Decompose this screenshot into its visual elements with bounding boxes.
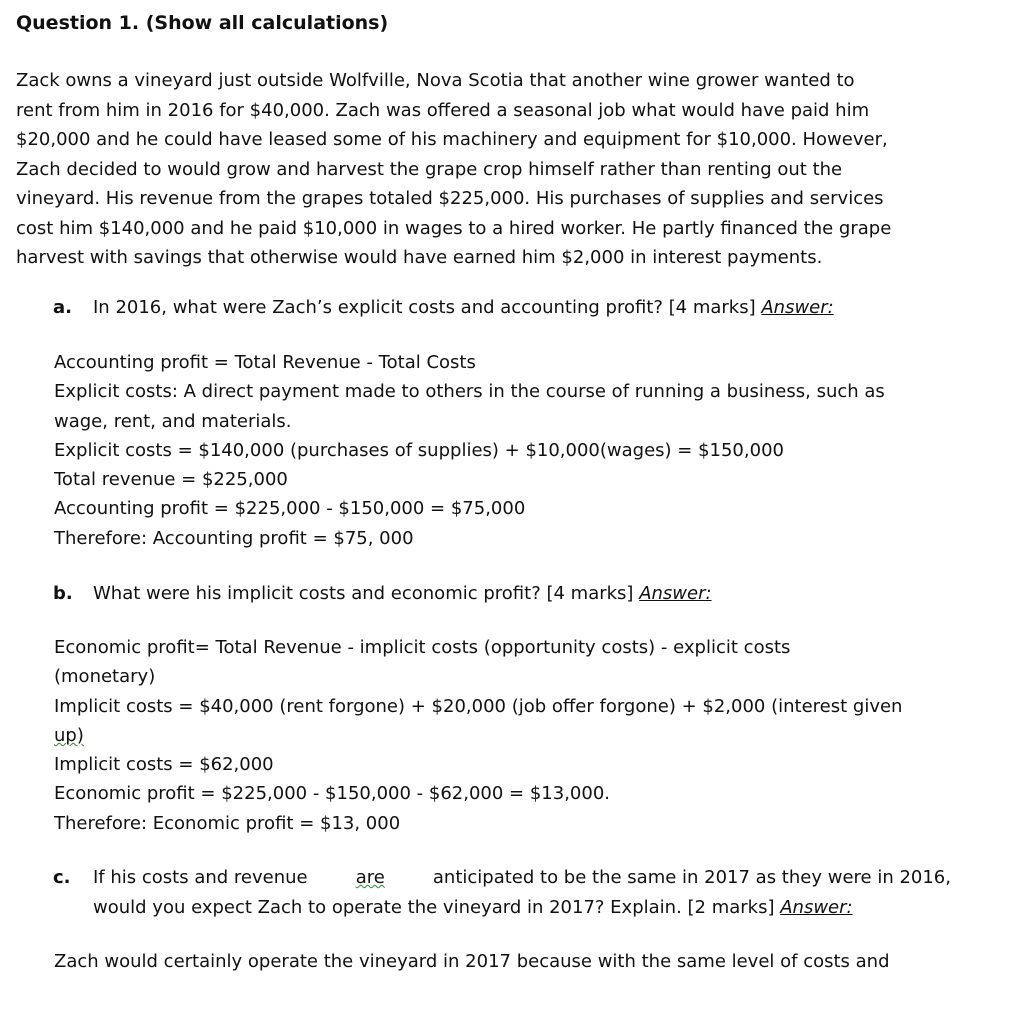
formula-word: explicit (673, 637, 738, 658)
answer-line: Therefore: Accounting profit = $75, 000 (54, 527, 414, 549)
answer-line: Total revenue = $225,000 (54, 469, 288, 491)
spellcheck-word: are (355, 867, 385, 888)
formula-word: costs) (601, 637, 656, 658)
part-a-question-text: In 2016, what were Zach’s explicit costs and accounting profit? [4 marks] (93, 297, 756, 318)
question-title: Question 1. (Show all calculations) (16, 12, 389, 34)
intro-line: rent from him in 2016 for $40,000. Zach was offered a seasonal job what would have paid him (16, 99, 870, 121)
answer-line-spellcheck: up) (54, 724, 84, 746)
part-c-label: c. (53, 867, 71, 888)
formula-word: implicit (359, 637, 426, 658)
part-c-question-line1 (93, 863, 951, 893)
answer-line: Zach would certainly operate the vineyard in 2017 because with the same level of costs and (54, 951, 890, 972)
formula-word: profit= (146, 637, 210, 658)
answer-line: (monetary) (54, 666, 156, 688)
intro-line: vineyard. His revenue from the grapes totaled $225,000. His purchases of supplies and services (16, 188, 884, 209)
formula-word: Revenue (263, 637, 342, 658)
formula-word: costs (743, 637, 791, 658)
formula-word: Total (215, 637, 258, 658)
part-b-question-text: What were his implicit costs and economic profit? [4 marks] (93, 583, 634, 604)
part-c-text: If his costs and revenue (93, 867, 308, 888)
answer-line: Economic profit = $225,000 - $150,000 - $62,000 = $13,000. (54, 783, 610, 805)
intro-line: $20,000 and he could have leased some of his machinery and equipment for $10,000. However, (16, 129, 888, 150)
part-c-answer (54, 947, 954, 976)
intro-line: cost him $140,000 and he paid $10,000 in wages to a hired worker. He partly financed the grape (16, 217, 892, 239)
answer-line: Therefore: Economic profit = $13, 000 (54, 812, 401, 834)
question-intro-paragraph (16, 66, 976, 273)
formula-word: - (347, 637, 354, 658)
answer-line: Accounting profit = Total Revenue - Total Costs (54, 352, 476, 373)
intro-line: Zach decided to would grow and harvest the grape crop himself rather than renting out the (16, 158, 843, 180)
economic-profit-formula (54, 633, 951, 662)
intro-line: Zack owns a vineyard just outside Wolfville, Nova Scotia that another wine grower wanted to (16, 70, 855, 91)
answer-line: Implicit costs = $40,000 (rent forgone) + $20,000 (job offer forgone) + $2,000 (interest given (54, 695, 903, 717)
answer-line: Accounting profit = $225,000 - $150,000 = $75,000 (54, 498, 526, 520)
formula-word: (opportunity (483, 637, 596, 658)
intro-line: harvest with savings that otherwise would have earned him $2,000 in interest payments. (16, 247, 823, 268)
part-c-question-line2 (93, 893, 951, 923)
formula-word: - (660, 637, 668, 658)
part-c-answer-tag: Answer: (780, 896, 853, 918)
part-c-text: anticipated to be the same in 2017 as they were in 2016, (432, 867, 951, 888)
answer-line: Explicit costs: A direct payment made to others in the course of running a business, such as (54, 381, 885, 403)
part-a-answer-tag: Answer: (761, 297, 834, 318)
answer-line: Explicit costs = $140,000 (purchases of supplies) + $10,000(wages) = $150,000 (54, 439, 784, 461)
answer-line: wage, rent, and materials. (54, 410, 292, 432)
part-b-label: b. (53, 583, 73, 604)
part-b-answer (54, 633, 954, 838)
answer-line: Implicit costs = $62,000 (54, 754, 274, 776)
part-c-text: would you expect Zach to operate the vineyard in 2017? Explain. [2 marks] (93, 896, 775, 918)
formula-word: Economic (54, 637, 142, 658)
part-b-answer-tag: Answer: (639, 583, 712, 604)
part-a-answer (54, 348, 954, 553)
part-a-label: a. (53, 297, 72, 318)
formula-word: costs (431, 637, 479, 658)
